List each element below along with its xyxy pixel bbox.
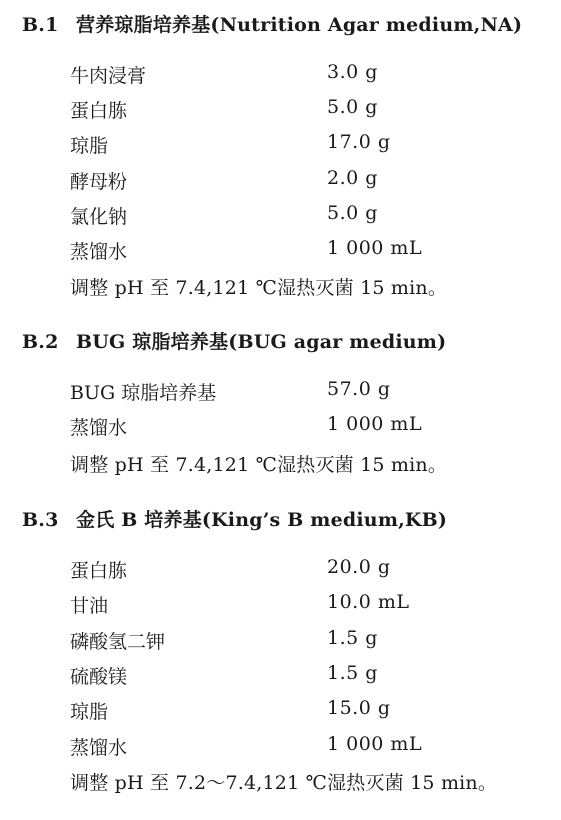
sterilization-note: 调整 pH 至 7.4,121 ℃湿热灭菌 15 min。 — [70, 277, 448, 299]
section-heading — [22, 505, 447, 531]
ingredient-name: 蒸馏水 — [70, 241, 128, 263]
ingredient-row — [0, 378, 561, 406]
ingredient-row — [0, 413, 561, 441]
ingredient-amount: 1.5 g — [327, 627, 378, 649]
ingredient-row — [0, 733, 561, 761]
ingredient-row — [0, 202, 561, 230]
ingredient-amount: 20.0 g — [327, 556, 391, 578]
ingredient-amount: 5.0 g — [327, 202, 378, 224]
ingredient-row — [0, 627, 561, 655]
ingredient-row — [0, 131, 561, 159]
ingredient-name: 蒸馏水 — [70, 737, 128, 759]
ingredient-amount: 1 000 mL — [327, 237, 423, 259]
ingredient-name: 氯化钠 — [70, 206, 128, 228]
sterilization-note: 调整 pH 至 7.4,121 ℃湿热灭菌 15 min。 — [70, 454, 448, 476]
ingredient-row — [0, 96, 561, 124]
ingredient-amount: 3.0 g — [327, 61, 378, 83]
ingredient-name: 琼脂 — [70, 135, 109, 157]
ingredient-row — [0, 61, 561, 89]
ingredient-amount: 1 000 mL — [327, 733, 423, 755]
ingredient-amount: 1.5 g — [327, 662, 378, 684]
ingredient-amount: 1 000 mL — [327, 413, 423, 435]
ingredient-amount: 2.0 g — [327, 167, 378, 189]
ingredient-row — [0, 591, 561, 619]
section-heading — [22, 10, 522, 36]
ingredient-amount: 10.0 mL — [327, 591, 410, 613]
section-title: 营养琼脂培养基(Nutrition Agar medium,NA) — [76, 14, 523, 36]
section-number: B.1 — [22, 14, 59, 36]
ingredient-name: 酵母粉 — [70, 171, 128, 193]
ingredient-row — [0, 697, 561, 725]
ingredient-name: 甘油 — [70, 595, 109, 617]
ingredient-row — [0, 237, 561, 265]
sterilization-note: 调整 pH 至 7.2～7.4,121 ℃湿热灭菌 15 min。 — [70, 772, 498, 794]
ingredient-row — [0, 662, 561, 690]
ingredient-amount: 5.0 g — [327, 96, 378, 118]
section-number: B.2 — [22, 331, 59, 353]
section-heading — [22, 327, 446, 353]
ingredient-row — [0, 556, 561, 584]
ingredient-name: 琼脂 — [70, 701, 109, 723]
ingredient-name: BUG 琼脂培养基 — [70, 382, 217, 404]
section-title: BUG 琼脂培养基(BUG agar medium) — [76, 331, 447, 353]
ingredient-amount: 17.0 g — [327, 131, 391, 153]
ingredient-name: 磷酸氢二钾 — [70, 631, 166, 653]
ingredient-name: 硫酸镁 — [70, 666, 128, 688]
ingredient-name: 蒸馏水 — [70, 417, 128, 439]
section-number: B.3 — [22, 509, 59, 531]
ingredient-name: 牛肉浸膏 — [70, 65, 147, 87]
ingredient-name: 蛋白胨 — [70, 100, 128, 122]
ingredient-amount: 15.0 g — [327, 697, 391, 719]
ingredient-amount: 57.0 g — [327, 378, 391, 400]
ingredient-row — [0, 167, 561, 195]
ingredient-name: 蛋白胨 — [70, 560, 128, 582]
section-title: 金氏 B 培养基(King’s B medium,KB) — [76, 509, 448, 531]
